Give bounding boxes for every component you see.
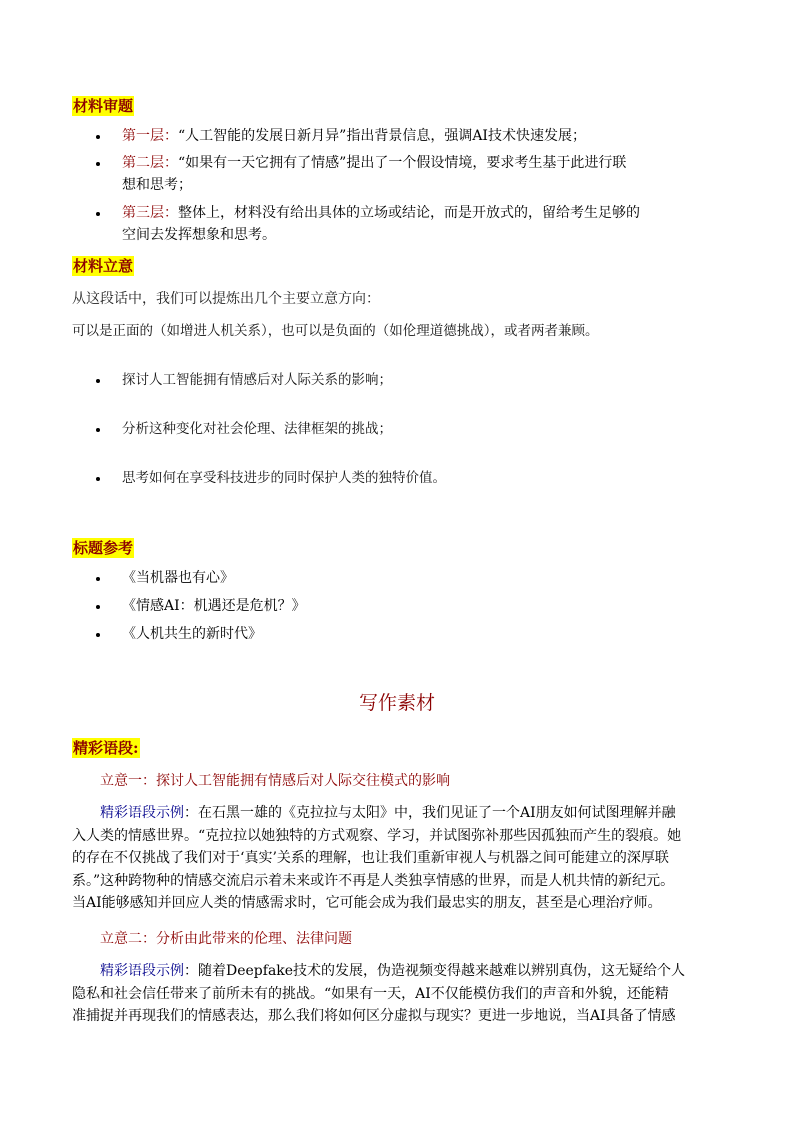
item-continuation: 想和思考； <box>122 177 192 193</box>
list-item: 《人机共生的新时代》 <box>122 623 262 645</box>
section-heading-review: 材料审题 <box>73 97 134 115</box>
paragraph-line: 入人类的情感世界。“克拉拉以她独特的方式观察、学习，并试图弥补那些因孤独而产生的裂痕。她 <box>72 827 682 844</box>
paragraph-line: ：在石黑一雄的《克拉拉与太阳》中，我们见证了一个AI朋友如何试图理解并融 <box>184 805 676 821</box>
section-heading-titles: 标题参考 <box>73 539 134 557</box>
theme-statement: 可以是正面的（如增进人机关系），也可以是负面的（如伦理道德挑战），或者两者兼顾。 <box>72 323 599 339</box>
paragraph-line: 的存在不仅挑战了我们对于‘真实’关系的理解，也让我们重新审视人与机器之间可能建立的深厚联 <box>72 850 669 866</box>
item-text: 整体上，材料没有给出具体的立场或结论，而是开放式的，留给考生足够的 <box>178 205 640 221</box>
example-paragraph-two <box>72 960 720 1028</box>
example-paragraph-one <box>72 802 720 915</box>
idea-two-heading: 立意二：分析由此带来的伦理、法律问题 <box>100 931 352 947</box>
paragraph-line: 准捕捉并再现我们的情感表达，那么我们将如何区分虚拟与现实？更进一步地说，当AI具备了情感 <box>72 1008 676 1024</box>
example-label: 精彩语段示例 <box>100 963 184 979</box>
item-text: “人工智能的发展日新月异”指出背景信息，强调AI技术快速发展； <box>178 128 586 144</box>
item-label: 第三层： <box>122 205 178 221</box>
list-item: 探讨人工智能拥有情感后对人际关系的影响； <box>122 369 392 391</box>
idea-one-heading: 立意一：探讨人工智能拥有情感后对人际交往模式的影响 <box>100 773 450 789</box>
section-heading-theme: 材料立意 <box>73 257 134 275</box>
page-section-title: 写作素材 <box>358 692 435 714</box>
list-item <box>122 202 640 224</box>
item-text: “如果有一天它拥有了情感”提出了一个假设情境，要求考生基于此进行联 <box>178 155 627 171</box>
list-item: 《情感AI：机遇还是危机？》 <box>122 595 306 617</box>
item-continuation: 空间去发挥想象和思考。 <box>122 227 276 243</box>
paragraph-line: 系。”这种跨物种的情感交流启示着未来或许不再是人类独享情感的世界，而是人机共情的新纪元。 <box>72 872 675 889</box>
section-heading-excerpts: 精彩语段: <box>73 739 139 757</box>
list-item: 思考如何在享受科技进步的同时保护人类的独特价值。 <box>122 467 446 489</box>
paragraph-line: 隐私和社会信任带来了前所未有的挑战。“如果有一天，AI不仅能模仿我们的声音和外貌，还能精 <box>72 985 669 1002</box>
paragraph-line: 当AI能够感知并回应人类的情感需求时，它可能会成为我们最忠实的朋友，甚至是心理治疗师。 <box>72 895 662 911</box>
paragraph-line: ：随着Deepfake技术的发展，伪造视频变得越来越难以辨别真伪，这无疑给个人 <box>184 963 686 979</box>
list-item: 分析这种变化对社会伦理、法律框架的挑战； <box>122 418 392 440</box>
intro-text: 从这段话中，我们可以提炼出几个主要立意方向： <box>72 291 380 307</box>
item-label: 第二层： <box>122 155 178 171</box>
list-item <box>122 125 586 147</box>
list-item <box>122 152 626 174</box>
item-label: 第一层： <box>122 128 178 144</box>
example-label: 精彩语段示例 <box>100 805 184 821</box>
list-item: 《当机器也有心》 <box>122 567 234 589</box>
